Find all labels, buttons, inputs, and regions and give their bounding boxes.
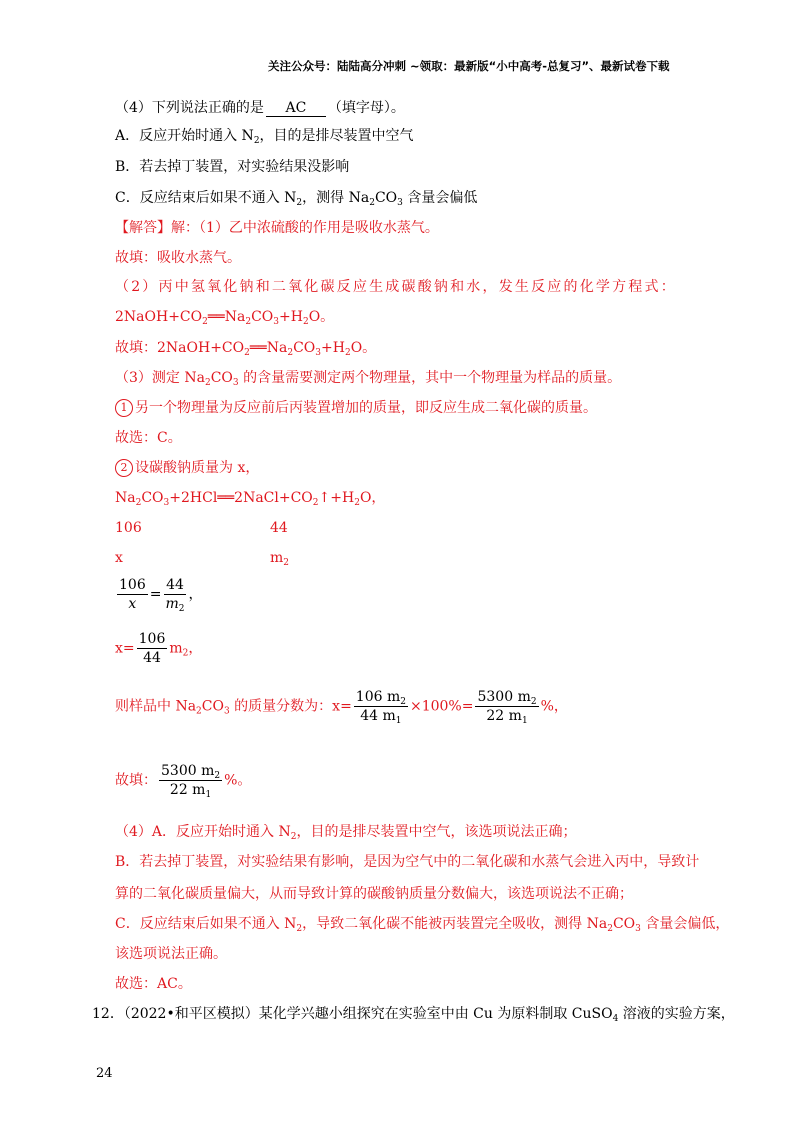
explain-a: （4）A．反应开始时通入 $N_2$，目的是排尽装置中空气，该选项说法正确； — [115, 824, 577, 842]
mass-fraction-line: 则样品中 $Na_2CO_3$ 的质量分数为：x= $\frac{106 m_2}{44 m_1}$ ×100%= $\frac{5300 m_2}{22 m_1}$ %， — [115, 689, 568, 726]
solution-line-9: 2 设碳酸钠质量为 x， — [115, 458, 259, 478]
equation-1: $2NaOH+CO_2══Na_2CO_3+H_2O$。 — [115, 309, 335, 327]
solution-line-7: 1 另一个物理量为反应前后丙装置增加的质量，即反应生成二氧化碳的质量。 — [115, 398, 597, 418]
page-header: 关注公众号：陆陆高分冲刺 ~领取：最新版“小中高考-总复习”、最新试卷下载 — [268, 59, 670, 73]
question-4 — [115, 98, 405, 118]
var-x: x — [115, 550, 123, 566]
solution-line-3: （2）丙中氢氧化钠和二氧化碳反应生成碳酸钠和水，发生反应的化学方程式： — [115, 279, 677, 295]
answer-blank: AC — [266, 100, 326, 117]
solution-line-8: 故选：C。 — [115, 430, 182, 446]
fraction-5300m2-22m1: $\frac{5300 m_2}{22 m_1}$ — [477, 689, 537, 726]
option-c: C．反应结束后如果不通入 $N_2$，测得 $Na_2CO_3$ 含量会偏低 — [115, 190, 478, 208]
explain-b-2: 算的二氧化碳质量偏大，从而导致计算的碳酸钠质量分数偏大，该选项说法不正确； — [115, 886, 633, 902]
fill-answer-3: 故填： $\frac{5300 m_2}{22 m_1}$ %。 — [115, 763, 252, 800]
page-number: 24 — [96, 1066, 113, 1081]
explain-c-2: 该选项说法正确。 — [115, 946, 227, 962]
question-12: 12．（2022•和平区模拟）某化学兴趣小组探究在实验室中由 Cu 为原料制取 CuSO$_4$ 溶液的实验方案， — [92, 1006, 735, 1024]
question-text: （4）下列说法正确的是 — [115, 100, 264, 116]
solution-line-1: 【解答】解：（1）乙中浓硫酸的作用是吸收水蒸气。 — [115, 220, 439, 236]
solution-x: x= $\frac{106}{44}$ $m_2$， — [115, 631, 203, 666]
explain-b-1: B．若去掉丁装置，对实验结果有影响，是因为空气中的二氧化碳和水蒸气会进入丙中，导致计 — [115, 854, 700, 870]
final-answer: 故选：AC。 — [115, 976, 192, 992]
proportion: $\frac{106}{x}$ = $\frac{44}{m_2}$ ， — [119, 577, 203, 614]
solution-line-6: （3）测定 $Na_2CO_3$ 的含量需要测定两个物理量，其中一个物理量为样品的质量。 — [115, 370, 622, 388]
option-a: A．反应开始时通入 $N_2$，目的是排尽装置中空气 — [115, 128, 414, 146]
option-b: B．若去掉丁装置，对实验结果没影响 — [115, 159, 350, 175]
molar-mass-44: 44 — [270, 520, 288, 536]
circled-one-icon: 1 — [115, 399, 133, 417]
solution-line-2: 故填：吸收水蒸气。 — [115, 250, 241, 266]
equation-3: $Na_2CO_3+2HCl══2NaCl+CO_2↑+H_2O$， — [115, 490, 386, 508]
fraction-5300m2-22m1-answer: $\frac{5300 m_2}{22 m_1}$ — [161, 763, 221, 800]
equation-2: 故填：$2NaOH+CO_2══Na_2CO_3+H_2O$。 — [115, 340, 377, 358]
var-m2: $m_2$ — [270, 550, 290, 568]
solution-tag: 【解答】 — [115, 220, 171, 236]
molar-mass-106: 106 — [115, 520, 142, 536]
fraction-44-m2: $\frac{44}{m_2}$ — [165, 577, 185, 614]
question-suffix: （填字母）。 — [327, 100, 405, 116]
circled-two-icon: 2 — [115, 459, 133, 477]
explain-c-1: C．反应结束后如果不通入 $N_2$，导致二氧化碳不能被丙装置完全吸收，测得 $Na_2CO_3$ 含量会偏低， — [115, 916, 730, 934]
fraction-106-44: $\frac{106}{44}$ — [138, 631, 166, 666]
fraction-106-x: $\frac{106}{x}$ — [119, 577, 146, 612]
fraction-106m2-44m1: $\frac{106 m_2}{44 m_1}$ — [355, 689, 406, 726]
